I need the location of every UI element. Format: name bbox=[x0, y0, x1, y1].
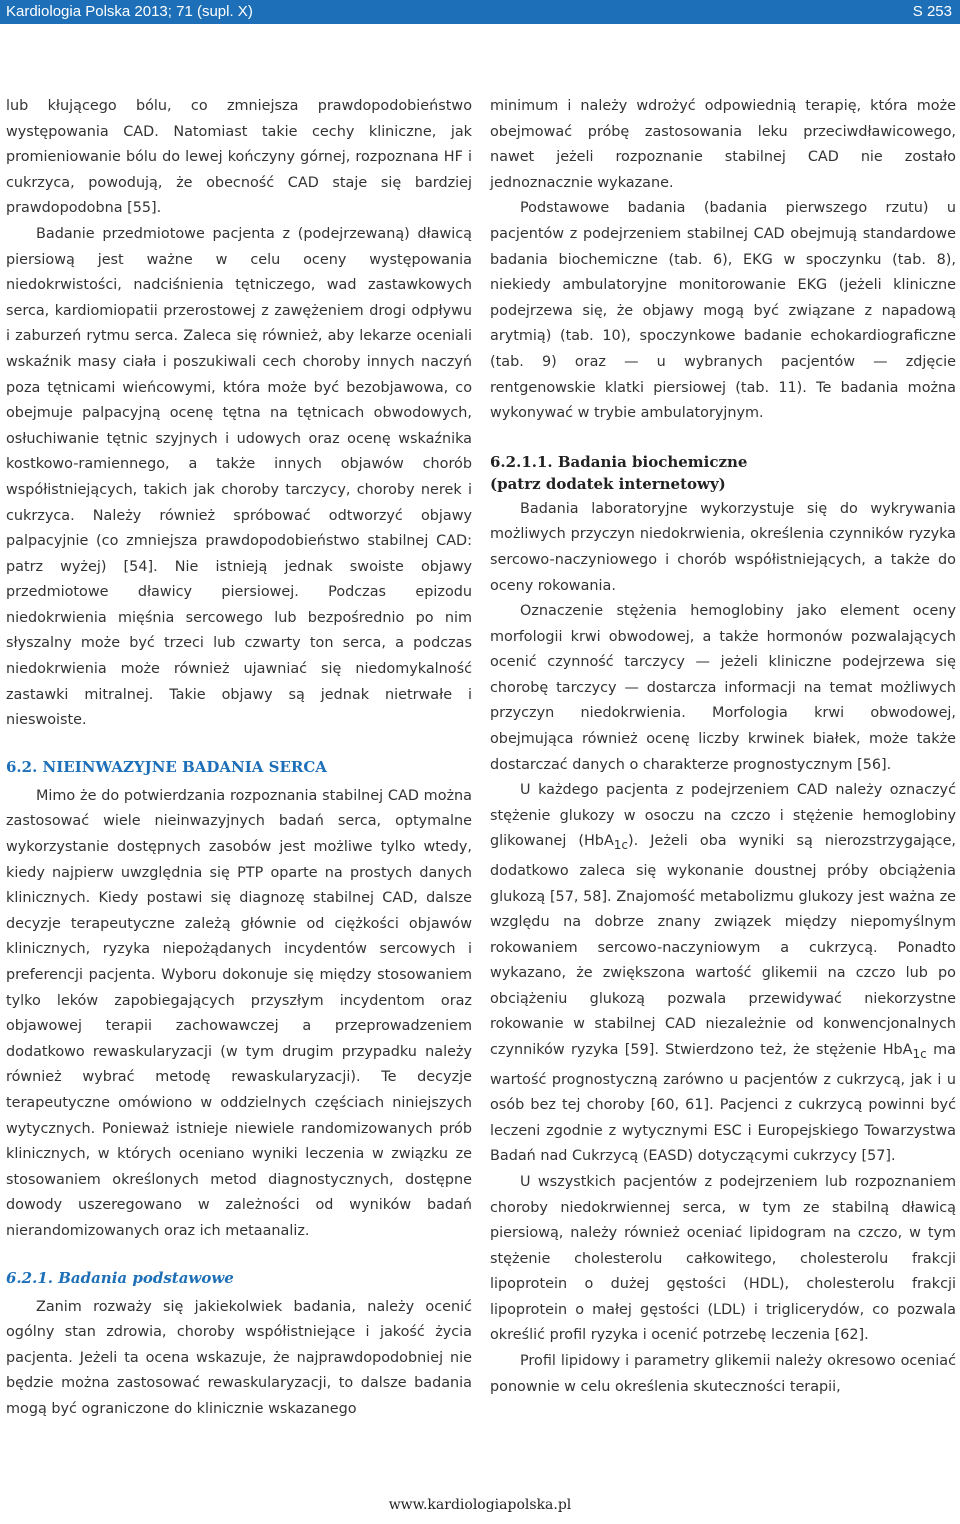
text-run: ). Jeżeli oba wyniki są nierozstrzygające, dodatkowo zaleca się wykonanie doustnej próby obciążenia glukozą [57, 58]. Znajomość metabolizmu glukozy jest ważna ze względu na dobrze znany związek między niepomyślnym rokowaniem sercowo-naczyniowym a cukrzycą. Ponadto wykazano, że zwiększona wartość glikemii na czczo lub po obciążeniu glukozą pozwala przewidywać niekorzystne rokowanie w stabilnej CAD niezależnie od konwencjonalnych czynników ryzyka [59]. Stwierdzono też, że stężenie HbA bbox=[490, 833, 956, 1059]
subscript: 1c bbox=[613, 838, 629, 853]
subsubsection-heading bbox=[490, 451, 956, 495]
section-heading: 6.2. NIEINWAZYJNE BADANIA SERCA bbox=[6, 757, 327, 776]
text-run: ma wartość prognostyczną zarówno u pacjentów z cukrzycą, jak i u osób bez tej choroby [60, 61]. Pacjenci z cukrzycą powinni być leczeni zgodnie z wytycznymi ESC i Europejskiego Towarzystwa Badań nad Cukrzycą (EASD) dotyczącymi cukrzycy [57]. bbox=[490, 1042, 956, 1165]
paragraph: Badania laboratoryjne wykorzystuje się do wykrywania możliwych przyczyn niedokrwienia, określenia czynników ryzyka sercowo-naczyniowego i chorób współistniejących, a także do oceny rokowania. bbox=[490, 500, 956, 594]
left-column bbox=[6, 94, 472, 1423]
paragraph: Zanim rozważy się jakiekolwiek badania, należy ocenić ogólny stan zdrowia, choroby współistniejące i jakość życia pacjenta. Jeżeli ta ocena wskazuje, że najprawdopodobniej nie będzie można zastosować rewaskularyzacji, to dalsze badania mogą być ograniczone do klinicznie wskazanego bbox=[6, 1298, 472, 1417]
footer-url: www.kardiologiapolska.pl bbox=[388, 1497, 572, 1513]
heading-line: (patrz dodatek internetowy) bbox=[490, 474, 726, 493]
page-number: S 253 bbox=[912, 3, 952, 20]
running-header bbox=[0, 0, 960, 24]
right-column bbox=[490, 94, 956, 1400]
paragraph: Podstawowe badania (badania pierwszego rzutu) u pacjentów z podejrzeniem stabilnej CAD obejmują standardowe badania biochemiczne (tab. 6), EKG w spoczynku (tab. 8), niekiedy ambulatoryjne monitorowanie EKG (jeżeli kliniczne podejrzewa się, że objawy mogą być związane z napadową arytmią) (tab. 10), spoczynkowe badanie echokardiograficzne (tab. 9) oraz — u wybranych pacjentów — zdjęcie rentgenowskie klatki piersiowej (tab. 11). Te badania można wykonywać w trybie ambulatoryjnym. bbox=[490, 200, 956, 422]
heading-line: 6.2.1.1. Badania biochemiczne bbox=[490, 452, 748, 471]
paragraph: Profil lipidowy i parametry glikemii należy okresowo oceniać ponownie w celu określenia skuteczności terapii, bbox=[490, 1353, 956, 1395]
subscript: 1c bbox=[912, 1046, 927, 1061]
paragraph: U wszystkich pacjentów z podejrzeniem lub rozpoznaniem choroby niedokrwiennej serca, w tym ze stabilną dławicą piersiową, należy również oceniać lipidogram na czczo, w tym stężenie cholesterolu całkowitego, cholesterolu frakcji lipoprotein o dużej gęstości (HDL), cholesterolu frakcji lipoprotein o małej gęstości (LDL) i triglicerydów, co pozwala określić profil ryzyka i ocenić potrzebę leczenia [62]. bbox=[490, 1173, 956, 1344]
paragraph: Mimo że do potwierdzania rozpoznania stabilnej CAD można zastosować wiele nieinwazyjnych badań serca, optymalne wykorzystanie dostępnych zasobów jest możliwe tylko wtedy, kiedy najpierw uwzględnia się PTP oparte na prostych danych klinicznych. Kiedy postawi się diagnozę stabilnej CAD, dalsze decyzje terapeutyczne zależą głównie od ciężkości objawów klinicznych, ryzyka niepożądanych incydentów sercowych i preferencji pacjenta. Wyboru dokonuje się między stosowaniem tylko leków zapobiegających przyszłym incydentom oraz objawowej terapii zachowawczej a przeprowadzeniem dodatkowo rewaskularyzacji (w tym drugim przypadku należy również wybrać metodę rewaskularyzacji). Te decyzje terapeutyczne omówiono w oddzielnych częściach niniejszych wytycznych. Ponieważ istnieje niewiele randomizowanych prób klinicznych, w których oceniano wyniki leczenia w związku ze stosowaniem określonych metod diagnostycznych, dostępne dowody uszeregowano w zależności od wyników badań nierandomizowanych oraz ich metaanaliz. bbox=[6, 787, 472, 1239]
text-run: U każdego pacjenta z podejrzeniem CAD należy oznaczyć stężenie glukozy w osoczu na czczo i stężenie hemoglobiny glikowanej (HbA bbox=[490, 782, 956, 850]
paragraph bbox=[490, 778, 956, 1170]
paragraph: minimum i należy wdrożyć odpowiednią terapię, która może obejmować próbę zastosowania leku przeciwdławicowego, nawet jeżeli rozpoznanie stabilnej CAD nie zostało jednoznacznie wykazane. bbox=[490, 98, 956, 191]
paragraph: lub kłującego bólu, co zmniejsza prawdopodobieństwo występowania CAD. Natomiast takie cechy kliniczne, jak promieniowanie bólu do lewej kończyny górnej, rozpoznana HF i cukrzyca, powodują, że obecność CAD staje się bardziej prawdopodobna [55]. bbox=[6, 98, 472, 217]
subsection-heading: 6.2.1. Badania podstawowe bbox=[6, 1268, 234, 1287]
paragraph: Oznaczenie stężenia hemoglobiny jako element oceny morfologii krwi obwodowej, a także hormonów pozwalających ocenić czynność tarczycy — jeżeli kliniczne podejrzewa się chorobę tarczycy — dostarcza informacji na temat możliwych przyczyn niedokrwienia. Morfologia krwi obwodowej, obejmująca również ocenę liczby krwinek białek, może także dostarczać danych o charakterze prognostycznym [56]. bbox=[490, 603, 956, 773]
paragraph: Badanie przedmiotowe pacjenta z (podejrzewaną) dławicą piersiową jest ważne w celu oceny występowania niedokrwistości, nadciśnienia tętniczego, wad zastawkowych serca, kardiomiopatii przerostowej z zawężeniem drogi odpływu i zaburzeń rytmu serca. Zaleca się również, aby lekarze oceniali wskaźnik masy ciała i poszukiwali cech choroby innych naczyń poza tętnicami wieńcowymi, która może być bezobjawowa, co obejmuje palpacyjną ocenę tętna na tętnicach obwodowych, osłuchiwanie tętnic szyjnych i udowych oraz ocenę wskaźnika kostkowo-ramiennego, a także innych objawów chorób współistniejących, takich jak choroby tarczycy, choroby nerek i cukrzyca. Należy również spróbować odtworzyć objawy palpacyjnie (co zmniejsza prawdopodobieństwo stabilnej CAD: patrz wyżej) [54]. Nie istnieją jednak swoiste objawy przedmiotowe dławicy piersiowej. Podczas epizodu niedokrwienia mięśnia sercowego lub bezpośrednio po nim słyszalny może być trzeci lub czwarty ton serca, a podczas niedokrwienia może również ujawniać się niedomykalność zastawki mitralnej. Takie objawy są jednak nietrwałe i nieswoiste. bbox=[6, 225, 472, 729]
journal-citation: Kardiologia Polska 2013; 71 (supl. X) bbox=[6, 3, 253, 20]
